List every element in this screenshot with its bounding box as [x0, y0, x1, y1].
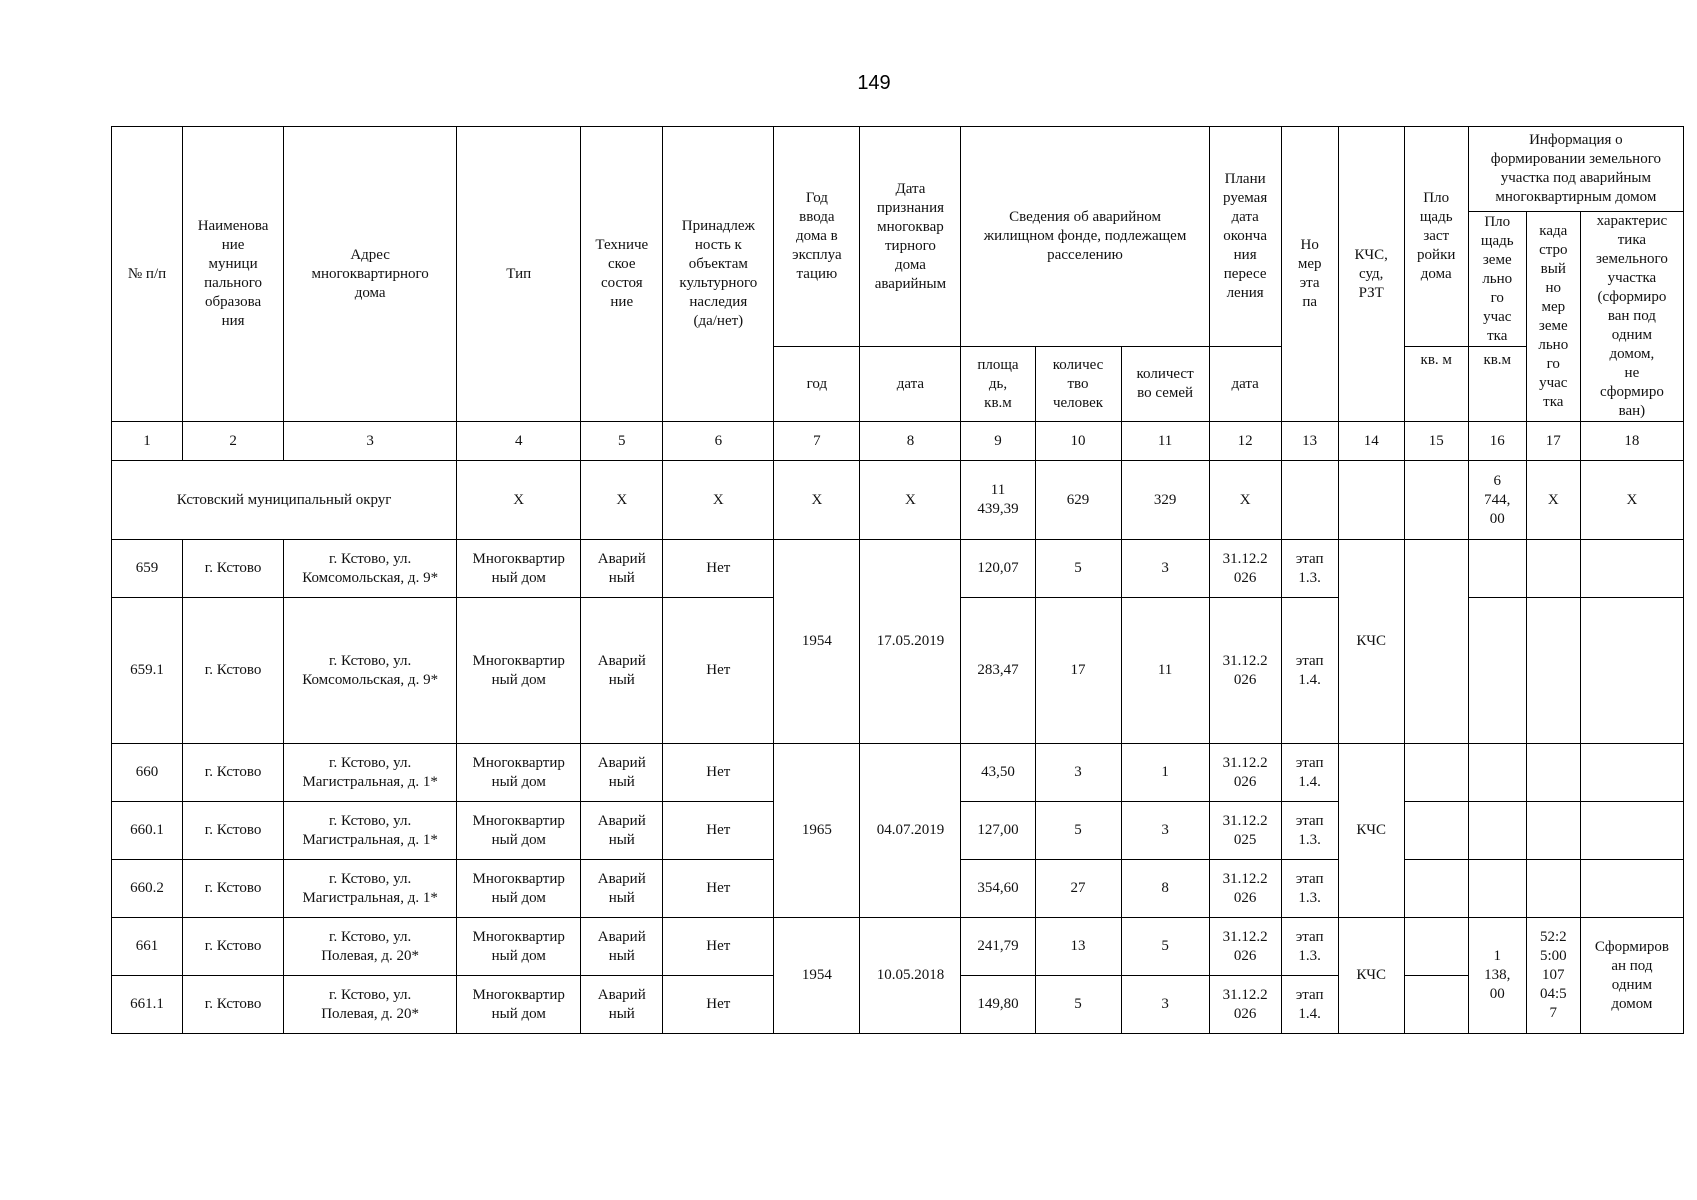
col-num: 10 [1035, 422, 1121, 461]
row-num: 660.1 [112, 802, 183, 860]
row-stage: этап 1.4. [1281, 744, 1338, 802]
row-plan-date: 31.12.2 026 [1209, 540, 1281, 598]
row-cadastral [1526, 802, 1580, 860]
row-heritage: Нет [663, 802, 774, 860]
header-building-area: Пло щадь заст ройки дома [1404, 127, 1468, 347]
col-num: 18 [1580, 422, 1683, 461]
row-condition: Аварий ный [581, 744, 663, 802]
row-heritage: Нет [663, 598, 774, 744]
col-num: 13 [1281, 422, 1338, 461]
header-planned-date: Плани руемая дата оконча ния пересе ления [1209, 127, 1281, 347]
row-heritage: Нет [663, 744, 774, 802]
row-land-area [1468, 540, 1526, 598]
row-plan-date: 31.12.2 026 [1209, 744, 1281, 802]
row-address: г. Кстово, ул. Магистральная, д. 1* [284, 860, 457, 918]
row-families: 5 [1121, 918, 1209, 976]
col-num: 7 [774, 422, 860, 461]
row-heritage: Нет [663, 860, 774, 918]
summary-row [112, 461, 1684, 540]
table-row [112, 744, 1684, 802]
summary-people: 629 [1035, 461, 1121, 540]
summary-cell [1281, 461, 1338, 540]
row-building-area [1404, 802, 1468, 860]
row-land-area [1468, 802, 1526, 860]
row-condition: Аварий ный [581, 598, 663, 744]
row-people: 3 [1035, 744, 1121, 802]
summary-area: 11 439,39 [961, 461, 1035, 540]
row-address: г. Кстово, ул. Магистральная, д. 1* [284, 744, 457, 802]
row-plan-date: 31.12.2 026 [1209, 598, 1281, 744]
row-condition: Аварий ный [581, 860, 663, 918]
summary-municipality: Кстовский муниципальный округ [112, 461, 457, 540]
group-land-characteristic: Сформиров ан под одним домом [1580, 918, 1683, 1034]
group-date: 04.07.2019 [860, 744, 961, 918]
row-land-area [1468, 860, 1526, 918]
summary-cell: Х [457, 461, 581, 540]
row-land-characteristic [1580, 598, 1683, 744]
header-cadastral: када стро вый но мер земе льно го учас тка [1526, 212, 1580, 422]
row-address: г. Кстово, ул. Полевая, д. 20* [284, 918, 457, 976]
header-emergency-fund: Сведения об аварийном жилищном фонде, подлежащем расселению [961, 127, 1209, 347]
row-heritage: Нет [663, 540, 774, 598]
row-condition: Аварий ный [581, 540, 663, 598]
col-num: 8 [860, 422, 961, 461]
housing-register-table [111, 126, 1684, 1034]
row-families: 3 [1121, 802, 1209, 860]
summary-cell: Х [774, 461, 860, 540]
row-num: 659 [112, 540, 183, 598]
row-area: 354,60 [961, 860, 1035, 918]
row-municipality: г. Кстово [183, 598, 284, 744]
row-cadastral [1526, 598, 1580, 744]
summary-land-area: 6 744, 00 [1468, 461, 1526, 540]
row-municipality: г. Кстово [183, 802, 284, 860]
row-people: 5 [1035, 802, 1121, 860]
row-municipality: г. Кстово [183, 860, 284, 918]
row-plan-date: 31.12.2 026 [1209, 918, 1281, 976]
row-type: Многоквартир ный дом [457, 540, 581, 598]
col-num: 9 [961, 422, 1035, 461]
row-stage: этап 1.4. [1281, 976, 1338, 1034]
row-area: 241,79 [961, 918, 1035, 976]
header-heritage: Принадлеж ность к объектам культурного наследия (да/нет) [663, 127, 774, 422]
row-building-area [1404, 860, 1468, 918]
group-kchs: КЧС [1338, 540, 1404, 744]
row-municipality: г. Кстово [183, 918, 284, 976]
row-num: 660 [112, 744, 183, 802]
row-plan-date: 31.12.2 026 [1209, 976, 1281, 1034]
col-num: 6 [663, 422, 774, 461]
summary-cell: Х [860, 461, 961, 540]
row-heritage: Нет [663, 976, 774, 1034]
row-municipality: г. Кстово [183, 976, 284, 1034]
row-building-area [1404, 744, 1468, 802]
header-municipality: Наименова ние муници пального образова ния [183, 127, 284, 422]
table-row [112, 540, 1684, 598]
row-address: г. Кстово, ул. Полевая, д. 20* [284, 976, 457, 1034]
row-families: 11 [1121, 598, 1209, 744]
table-row [112, 918, 1684, 976]
row-type: Многоквартир ный дом [457, 598, 581, 744]
unit-people: количес тво человек [1035, 347, 1121, 422]
row-type: Многоквартир ный дом [457, 918, 581, 976]
header-condition: Техниче ское состоя ние [581, 127, 663, 422]
col-num: 1 [112, 422, 183, 461]
header-recognition-date: Дата признания многоквар тирного дома аварийным [860, 127, 961, 347]
row-building-area [1404, 540, 1468, 744]
header-year: Год ввода дома в эксплуа тацию [774, 127, 860, 347]
unit-families: количест во семей [1121, 347, 1209, 422]
col-num: 12 [1209, 422, 1281, 461]
group-year: 1965 [774, 744, 860, 918]
row-num: 661.1 [112, 976, 183, 1034]
row-area: 43,50 [961, 744, 1035, 802]
unit-year: год [774, 347, 860, 422]
row-land-characteristic [1580, 744, 1683, 802]
row-land-area [1468, 744, 1526, 802]
row-address: г. Кстово, ул. Магистральная, д. 1* [284, 802, 457, 860]
row-num: 660.2 [112, 860, 183, 918]
row-municipality: г. Кстово [183, 744, 284, 802]
group-date: 10.05.2018 [860, 918, 961, 1034]
summary-cell: Х [1209, 461, 1281, 540]
row-stage: этап 1.3. [1281, 918, 1338, 976]
header-land-info: Информация о формировании земельного участка под аварийным многоквартирным домом [1468, 127, 1683, 212]
col-num: 11 [1121, 422, 1209, 461]
row-type: Многоквартир ный дом [457, 976, 581, 1034]
summary-cell: Х [1526, 461, 1580, 540]
row-area: 120,07 [961, 540, 1035, 598]
col-num: 4 [457, 422, 581, 461]
row-area: 149,80 [961, 976, 1035, 1034]
row-land-area [1468, 598, 1526, 744]
row-building-area [1404, 918, 1468, 976]
row-type: Многоквартир ный дом [457, 860, 581, 918]
group-year: 1954 [774, 540, 860, 744]
header-row-top [112, 127, 1684, 212]
unit-date: дата [860, 347, 961, 422]
row-municipality: г. Кстово [183, 540, 284, 598]
header-address: Адрес многоквартирного дома [284, 127, 457, 422]
row-stage: этап 1.3. [1281, 540, 1338, 598]
summary-cell: Х [581, 461, 663, 540]
row-families: 8 [1121, 860, 1209, 918]
header-land-characteristic: характерис тика земельного участка (сформиро ван под одним домом, не сформиро ван) [1580, 212, 1683, 422]
page-number: 149 [857, 72, 891, 94]
col-num: 14 [1338, 422, 1404, 461]
summary-families: 329 [1121, 461, 1209, 540]
col-num: 16 [1468, 422, 1526, 461]
row-building-area [1404, 976, 1468, 1034]
row-cadastral [1526, 860, 1580, 918]
group-cadastral: 52:2 5:00 107 04:5 7 [1526, 918, 1580, 1034]
row-address: г. Кстово, ул. Комсомольская, д. 9* [284, 598, 457, 744]
row-cadastral [1526, 744, 1580, 802]
row-type: Многоквартир ный дом [457, 744, 581, 802]
row-stage: этап 1.3. [1281, 860, 1338, 918]
group-land-area: 1 138, 00 [1468, 918, 1526, 1034]
row-plan-date: 31.12.2 026 [1209, 860, 1281, 918]
group-year: 1954 [774, 918, 860, 1034]
row-people: 5 [1035, 976, 1121, 1034]
group-date: 17.05.2019 [860, 540, 961, 744]
unit-plan-date: дата [1209, 347, 1281, 422]
row-stage: этап 1.3. [1281, 802, 1338, 860]
group-kchs: КЧС [1338, 744, 1404, 918]
row-families: 3 [1121, 540, 1209, 598]
summary-cell: Х [1580, 461, 1683, 540]
header-kchs: КЧС, суд, РЗТ [1338, 127, 1404, 422]
row-people: 27 [1035, 860, 1121, 918]
row-area: 283,47 [961, 598, 1035, 744]
unit-sq-m-land: кв.м [1468, 347, 1526, 422]
row-heritage: Нет [663, 918, 774, 976]
col-num: 15 [1404, 422, 1468, 461]
unit-area: площа дь, кв.м [961, 347, 1035, 422]
row-land-characteristic [1580, 860, 1683, 918]
col-num: 17 [1526, 422, 1580, 461]
col-num: 2 [183, 422, 284, 461]
row-type: Многоквартир ный дом [457, 802, 581, 860]
column-number-row [112, 422, 1684, 461]
header-stage: Но мер эта па [1281, 127, 1338, 422]
header-land-area: Пло щадь земе льно го учас тка [1468, 212, 1526, 347]
row-people: 5 [1035, 540, 1121, 598]
row-condition: Аварий ный [581, 918, 663, 976]
row-condition: Аварий ный [581, 802, 663, 860]
col-num: 5 [581, 422, 663, 461]
row-condition: Аварий ный [581, 976, 663, 1034]
unit-sq-m: кв. м [1404, 347, 1468, 422]
row-num: 659.1 [112, 598, 183, 744]
col-num: 3 [284, 422, 457, 461]
row-land-characteristic [1580, 540, 1683, 598]
row-people: 13 [1035, 918, 1121, 976]
summary-cell [1404, 461, 1468, 540]
row-area: 127,00 [961, 802, 1035, 860]
row-plan-date: 31.12.2 025 [1209, 802, 1281, 860]
row-families: 3 [1121, 976, 1209, 1034]
row-num: 661 [112, 918, 183, 976]
row-land-characteristic [1580, 802, 1683, 860]
row-address: г. Кстово, ул. Комсомольская, д. 9* [284, 540, 457, 598]
row-cadastral [1526, 540, 1580, 598]
summary-cell [1338, 461, 1404, 540]
header-type: Тип [457, 127, 581, 422]
header-num: № п/п [112, 127, 183, 422]
group-kchs: КЧС [1338, 918, 1404, 1034]
row-families: 1 [1121, 744, 1209, 802]
row-stage: этап 1.4. [1281, 598, 1338, 744]
summary-cell: Х [663, 461, 774, 540]
row-people: 17 [1035, 598, 1121, 744]
